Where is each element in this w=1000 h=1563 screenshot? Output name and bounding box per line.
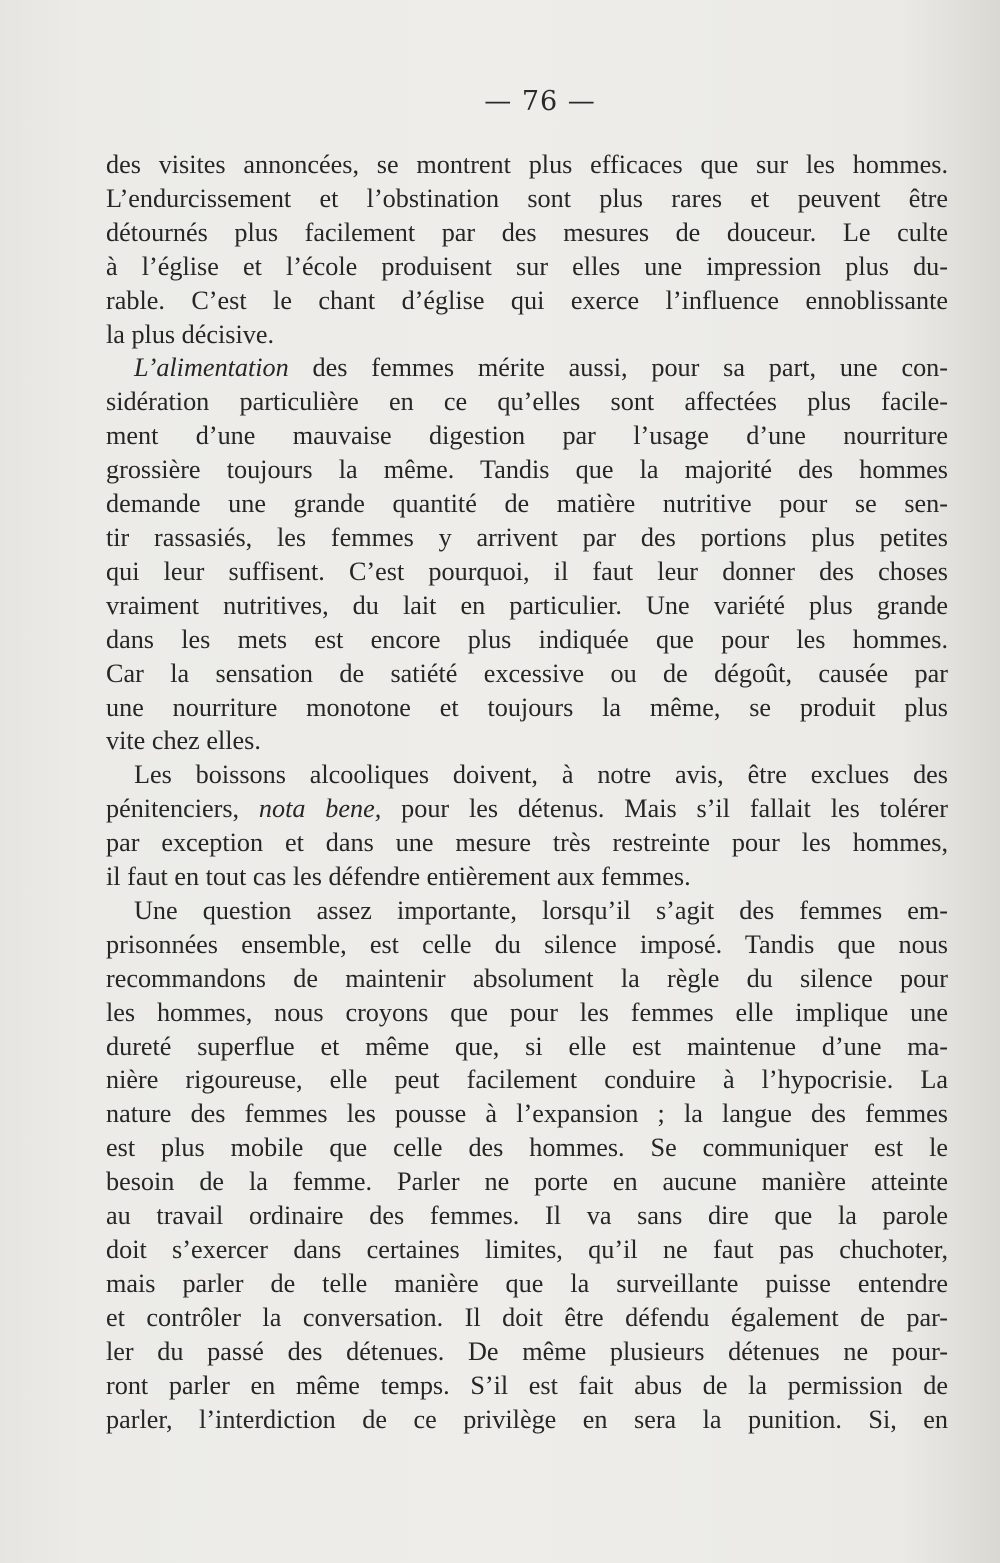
text-line: nature des femmes les pousse à l’expansion ; la langue des femmes xyxy=(106,1099,948,1129)
text-line: qui leur suffisent. C’est pourquoi, il faut leur donner des choses xyxy=(106,556,948,586)
text-line: les hommes, nous croyons que pour les femmes elle implique une xyxy=(106,997,948,1027)
text-line: rable. C’est le chant d’église qui exerce l’influence ennoblissante xyxy=(106,285,948,315)
italic-term: nota bene, xyxy=(258,794,382,824)
text-line: vraiment nutritives, du lait en particulier. Une variété plus grande xyxy=(106,590,948,620)
paragraph-1 xyxy=(106,148,948,351)
text-line: L’endurcissement et l’obstination sont plus rares et peuvent être xyxy=(106,183,948,213)
text-line: dureté superflue et même que, si elle est maintenue d’une ma- xyxy=(106,1031,948,1061)
text-line: prisonnées ensemble, est celle du silence imposé. Tandis que nous xyxy=(106,929,948,959)
text-line: la plus décisive. xyxy=(106,319,274,349)
text-line: mais parler de telle manière que la surveillante puisse entendre xyxy=(106,1268,948,1298)
text-line: ment d’une mauvaise digestion par l’usage d’une nourriture xyxy=(106,421,948,451)
paragraph-3 xyxy=(106,758,948,894)
text-line: parler, l’interdiction de ce privilège en sera la punition. Si, en xyxy=(106,1404,948,1434)
text-line: sidération particulière en ce qu’elles sont affectées plus facile- xyxy=(106,387,948,417)
text-line: doit s’exercer dans certaines limites, qu’il ne faut pas chuchoter, xyxy=(106,1235,948,1264)
text-run: pénitenciers, xyxy=(106,794,259,824)
text-line: ront parler en même temps. S’il est fait abus de la permission de xyxy=(106,1370,948,1400)
text-line xyxy=(106,792,948,826)
text-line: recommandons de maintenir absolument la règle du silence pour xyxy=(106,963,948,993)
text-run: pour les détenus. Mais s’il fallait les tolérer xyxy=(381,794,948,824)
body-text xyxy=(106,148,948,1436)
text-line: nière rigoureuse, elle peut facilement conduire à l’hypocrisie. La xyxy=(106,1065,948,1095)
text-line: au travail ordinaire des femmes. Il va sans dire que la parole xyxy=(106,1201,948,1231)
text-line: vite chez elles. xyxy=(106,726,261,756)
text-line: Car la sensation de satiété excessive ou de dégoût, causée par xyxy=(106,658,948,688)
page-number: — 76 — xyxy=(484,86,596,117)
text-line: grossière toujours la même. Tandis que la majorité des hommes xyxy=(106,455,948,485)
text-line: il faut en tout cas les défendre entièrement aux femmes. xyxy=(106,862,691,892)
text-line: à l’église et l’école produisent sur elles une impression plus du- xyxy=(106,251,948,281)
text-line: une nourriture monotone et toujours la même, se produit plus xyxy=(106,692,948,722)
text-line: et contrôler la conversation. Il doit être défendu également de par- xyxy=(106,1302,948,1332)
text-line: demande une grande quantité de matière nutritive pour se sen- xyxy=(106,489,948,519)
text-line: détournés plus facilement par des mesures de douceur. Le culte xyxy=(106,217,948,247)
text-line xyxy=(106,351,948,385)
paragraph-4 xyxy=(106,894,948,1437)
text-line: Une question assez importante, lorsqu’il s’agit des femmes em- xyxy=(134,895,948,925)
text-line: est plus mobile que celle des hommes. Se communiquer est le xyxy=(106,1133,948,1163)
text-line: des visites annoncées, se montrent plus efficaces que sur les hommes. xyxy=(106,150,948,179)
text-line: ler du passé des détenues. De même plusieurs détenues ne pour- xyxy=(106,1336,948,1366)
text-line: par exception et dans une mesure très restreinte pour les hommes, xyxy=(106,828,948,858)
text-line: tir rassasiés, les femmes y arrivent par des portions plus petites xyxy=(106,522,948,552)
paragraph-2 xyxy=(106,351,948,758)
text-line: besoin de la femme. Parler ne porte en aucune manière atteinte xyxy=(106,1167,948,1197)
text-line: Les boissons alcooliques doivent, à notre avis, être exclues des xyxy=(134,760,948,790)
text-run: des femmes mérite aussi, pour sa part, une con- xyxy=(288,353,948,383)
text-line: dans les mets est encore plus indiquée que pour les hommes. xyxy=(106,624,948,654)
italic-term: L’alimentation xyxy=(134,353,289,383)
